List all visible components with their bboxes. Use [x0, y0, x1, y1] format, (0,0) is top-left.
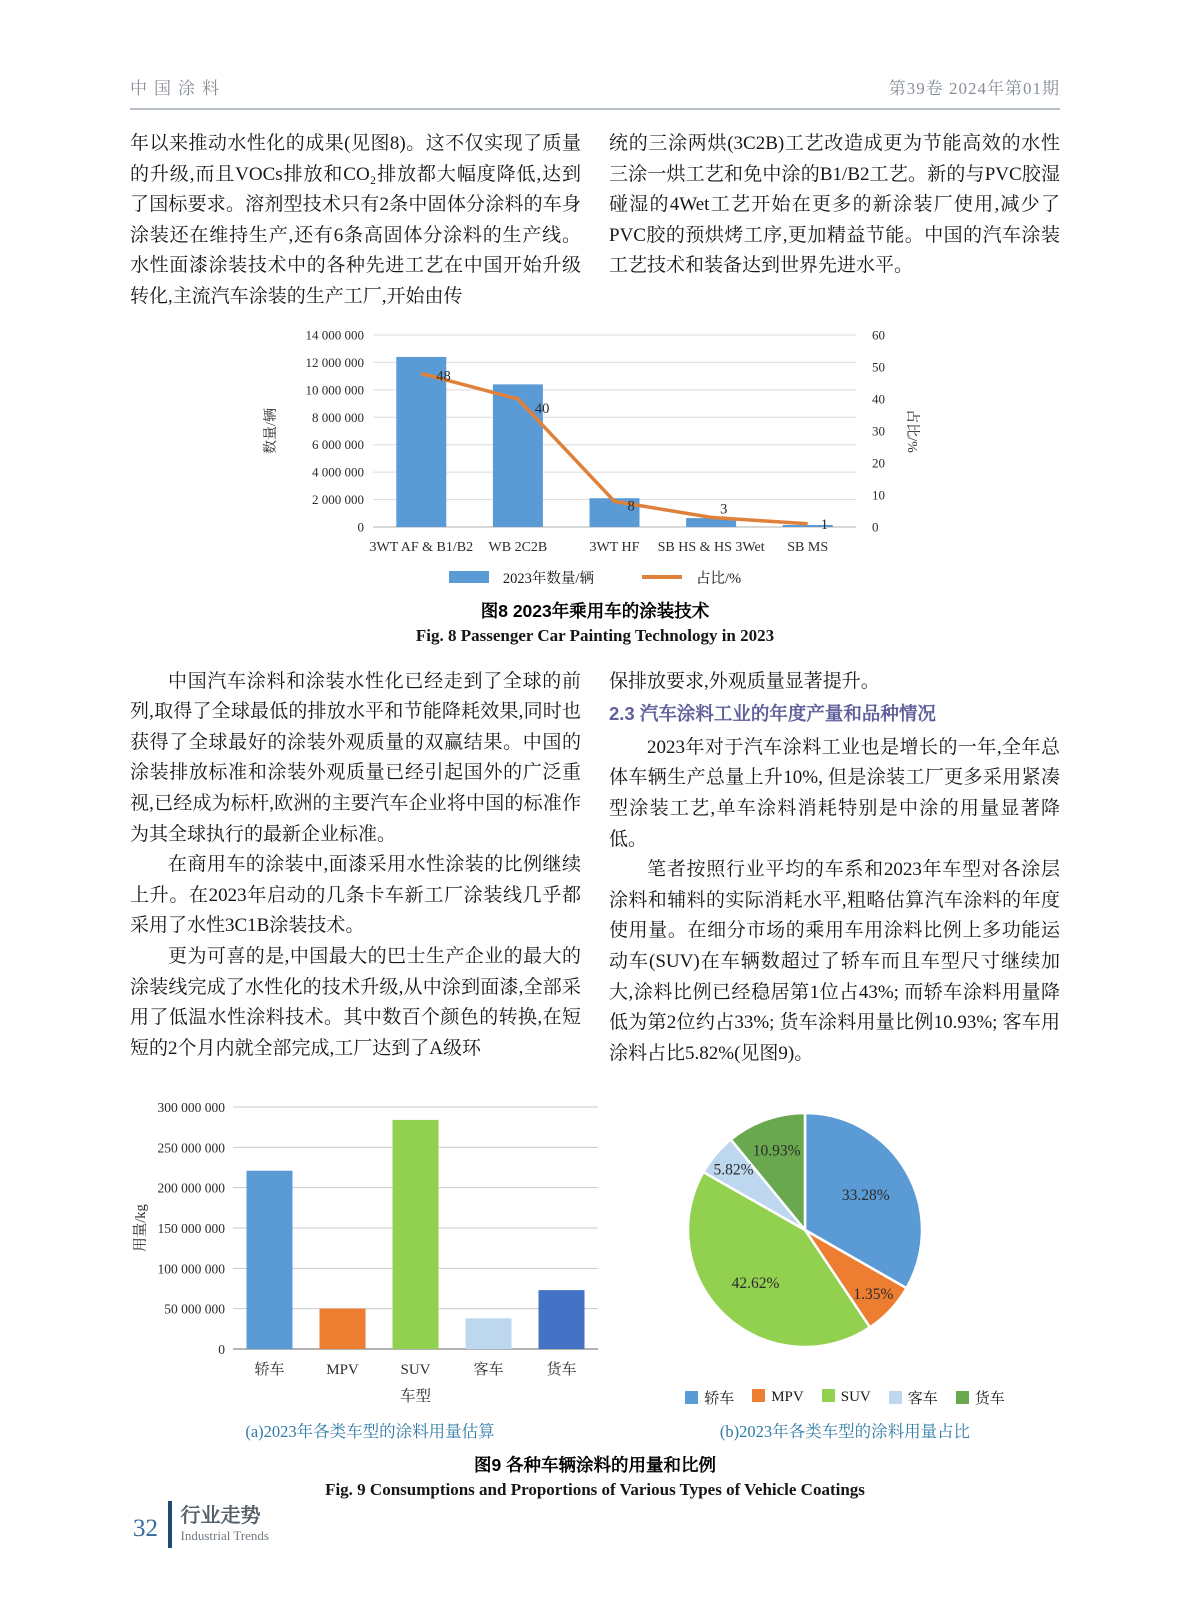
svg-text:3WT HF: 3WT HF — [589, 539, 640, 555]
svg-text:250 000 000: 250 000 000 — [157, 1140, 225, 1156]
legend-swatch — [956, 1391, 969, 1404]
svg-text:0: 0 — [872, 519, 879, 535]
footer-section-en: Industrial Trends — [180, 1528, 269, 1543]
paragraph: 在商用车的涂装中,面漆采用水性涂装的比例继续上升。在2023年启动的几条卡车新工厂涂装线几乎都采用了水性3C1B涂装技术。 — [130, 854, 581, 937]
legend-label: SUV — [840, 1389, 871, 1406]
svg-text:SB HS & HS 3Wet: SB HS & HS 3Wet — [657, 539, 765, 555]
text-block-2-left — [130, 667, 581, 1070]
svg-text:60: 60 — [872, 327, 885, 343]
issue-info: 第39卷 2024年第01期 — [888, 79, 1060, 98]
svg-text:6 000 000: 6 000 000 — [312, 436, 364, 452]
svg-text:4 000 000: 4 000 000 — [312, 464, 364, 480]
svg-text:数量/辆: 数量/辆 — [264, 407, 279, 454]
legend-swatch — [752, 1389, 765, 1402]
footer-section-cn: 行业走势 — [180, 1505, 261, 1527]
paragraph: 统的三涂两烘(3C2B)工艺改造成更为节能高效的水性三涂一烘工艺和免中涂的B1/B2工艺。新的与PVC胶湿碰湿的4Wet工艺开始在更多的新涂装厂使用,减少了PVC胶的预烘烤工序,更加精益节能。中国的汽车涂装工艺技术和装备达到世界先进水平。 — [609, 133, 1060, 277]
section-heading-2-3: 2.3 汽车涂料工业的年度产量和品种情况 — [609, 703, 936, 725]
svg-text:14 000 000: 14 000 000 — [305, 327, 364, 343]
fig9b-legend-item — [889, 1387, 938, 1408]
figure-8 — [130, 325, 1060, 646]
paragraph: 2023年对于汽车涂料工业也是增长的一年,全年总体车辆生产总量上升10%, 但是涂装工厂更多采用紧凑型涂装工艺,单车涂料消耗特别是中涂的用量显著降低。 — [609, 736, 1060, 850]
legend-label: 客车 — [907, 1391, 938, 1408]
svg-text:40: 40 — [872, 391, 885, 407]
svg-text:2 000 000: 2 000 000 — [312, 491, 364, 507]
fig8-caption-cn: 图8 2023年乘用车的涂装技术 — [480, 600, 710, 621]
svg-text:50 000 000: 50 000 000 — [164, 1301, 225, 1317]
fig9b-legend-item — [685, 1387, 734, 1408]
fig8-legend — [130, 567, 1060, 588]
fig9b-legend-item — [822, 1389, 871, 1406]
page-number: 32 — [133, 1514, 158, 1542]
svg-text:10 000 000: 10 000 000 — [305, 381, 364, 397]
svg-text:MPV: MPV — [326, 1362, 359, 1379]
fig9a-chart — [130, 1087, 610, 1405]
svg-text:WB 2C2B: WB 2C2B — [488, 539, 548, 555]
fig9-caption-en: Fig. 9 Consumptions and Proportions of Various Types of Vehicle Coatings — [325, 1480, 865, 1500]
legend-label: MPV — [771, 1389, 804, 1406]
svg-text:8: 8 — [627, 497, 635, 514]
svg-text:3WT AF & B1/B2: 3WT AF & B1/B2 — [369, 539, 474, 555]
legend-label: 货车 — [974, 1391, 1005, 1408]
svg-text:100 000 000: 100 000 000 — [157, 1261, 225, 1277]
fig9a-panel — [130, 1087, 610, 1410]
svg-text:40: 40 — [534, 400, 550, 417]
svg-text:轿车: 轿车 — [254, 1362, 285, 1379]
text-block-2 — [130, 667, 1060, 1070]
svg-text:20: 20 — [872, 455, 885, 471]
journal-name: 中国涂料 — [130, 79, 226, 98]
fig9b-panel — [630, 1087, 1060, 1408]
text-block-1-left — [130, 129, 581, 313]
svg-text:用量/kg: 用量/kg — [133, 1204, 149, 1253]
fig8-legend-bar-label: 2023年数量/辆 — [502, 570, 594, 587]
svg-text:客车: 客车 — [473, 1362, 504, 1379]
page-footer — [133, 1501, 269, 1548]
svg-text:车型: 车型 — [399, 1388, 432, 1406]
fig9b-legend-item — [956, 1387, 1005, 1408]
svg-text:30: 30 — [872, 423, 885, 439]
fig9-subcaptions — [130, 1418, 1060, 1442]
legend-swatch — [889, 1391, 902, 1404]
svg-text:10: 10 — [872, 487, 885, 503]
svg-text:1: 1 — [820, 516, 828, 533]
page-header — [130, 0, 1060, 110]
svg-text:0: 0 — [218, 1342, 225, 1358]
paragraph: 保排放要求,外观质量显著提升。 — [609, 670, 880, 692]
svg-text:SB MS: SB MS — [787, 539, 829, 555]
paragraph: 年以来推动水性化的成果(见图8)。这不仅实现了质量的升级,而且VOCs排放和CO₂排放都大幅度降低,达到了国标要求。溶剂型技术只有2条中固体分涂料的车身涂装还在维持生产,还有6条高固体分涂料的生产线。水性面漆涂装技术中的各种先进工艺在中国开始升级转化,主流汽车涂装的生产工厂,开始由传 — [130, 133, 581, 307]
fig9b-chart — [630, 1087, 1060, 1383]
svg-text:50: 50 — [872, 359, 885, 375]
legend-label: 轿车 — [704, 1391, 735, 1408]
svg-text:33.28%: 33.28% — [841, 1187, 890, 1205]
fig9a-caption: (a)2023年各类车型的涂料用量估算 — [245, 1422, 495, 1442]
svg-text:12 000 000: 12 000 000 — [305, 354, 364, 370]
svg-text:5.82%: 5.82% — [713, 1161, 754, 1179]
fig9b-legend-item — [752, 1389, 804, 1406]
svg-text:48: 48 — [436, 367, 451, 384]
footer-divider — [168, 1501, 172, 1548]
text-block-2-right — [609, 667, 1060, 1070]
fig9-caption-cn: 图9 各种车辆涂料的用量和比例 — [473, 1455, 717, 1476]
fig8-caption-en: Fig. 8 Passenger Car Painting Technology in 2023 — [415, 625, 775, 645]
fig9b-legend — [685, 1387, 1005, 1408]
paragraph: 中国汽车涂料和涂装水性化已经走到了全球的前列,取得了全球最低的排放水平和节能降耗效果,同时也获得了全球最好的涂装外观质量的双赢结果。中国的涂装排放标准和涂装外观质量已经引起国外的广泛重视,已经成为标杆,欧洲的主要汽车企业将中国的标准作为其全球执行的最新企业标准。 — [130, 670, 581, 845]
fig8-legend-bar-swatch — [449, 571, 489, 583]
svg-text:42.62%: 42.62% — [731, 1275, 780, 1293]
fig8-chart — [255, 325, 935, 565]
svg-text:1.35%: 1.35% — [853, 1286, 894, 1304]
svg-text:300 000 000: 300 000 000 — [157, 1100, 225, 1116]
svg-text:占比/%: 占比/% — [904, 408, 919, 453]
text-block-1-right — [609, 129, 1060, 313]
svg-text:150 000 000: 150 000 000 — [157, 1221, 225, 1237]
svg-text:200 000 000: 200 000 000 — [157, 1180, 225, 1196]
svg-text:10.93%: 10.93% — [752, 1142, 801, 1160]
figure-9 — [130, 1087, 1060, 1410]
paragraph: 笔者按照行业平均的车系和2023年车型对各涂层涂料和辅料的实际消耗水平,粗略估算汽车涂料的年度使用量。在细分市场的乘用车用涂料比例上多功能运动车(SUV)在车辆数超过了轿车而且车型尺寸继续加大,涂料比例已经稳居第1位占43%; 而轿车涂料用量降低为第2位约占33%; 货车涂料用量比例10.93%; 客车用涂料占比5.82%(见图9)。 — [609, 859, 1060, 1064]
legend-swatch — [685, 1391, 698, 1404]
fig8-legend-line-swatch — [642, 575, 682, 579]
fig8-legend-line-label: 占比/% — [695, 570, 742, 587]
svg-text:8 000 000: 8 000 000 — [312, 409, 364, 425]
text-block-1 — [130, 129, 1060, 313]
svg-text:0: 0 — [357, 519, 364, 535]
legend-swatch — [822, 1389, 835, 1402]
svg-text:货车: 货车 — [546, 1362, 577, 1379]
paragraph: 更为可喜的是,中国最大的巴士生产企业的最大的涂装线完成了水性化的技术升级,从中涂到面漆,全部采用了低温水性涂料技术。其中数百个颜色的转换,在短短的2个月内就全部完成,工厂达到了A级环 — [130, 945, 581, 1059]
svg-text:SUV: SUV — [400, 1362, 431, 1379]
svg-text:3: 3 — [720, 500, 728, 517]
fig9b-caption: (b)2023年各类车型的涂料用量占比 — [719, 1422, 971, 1442]
